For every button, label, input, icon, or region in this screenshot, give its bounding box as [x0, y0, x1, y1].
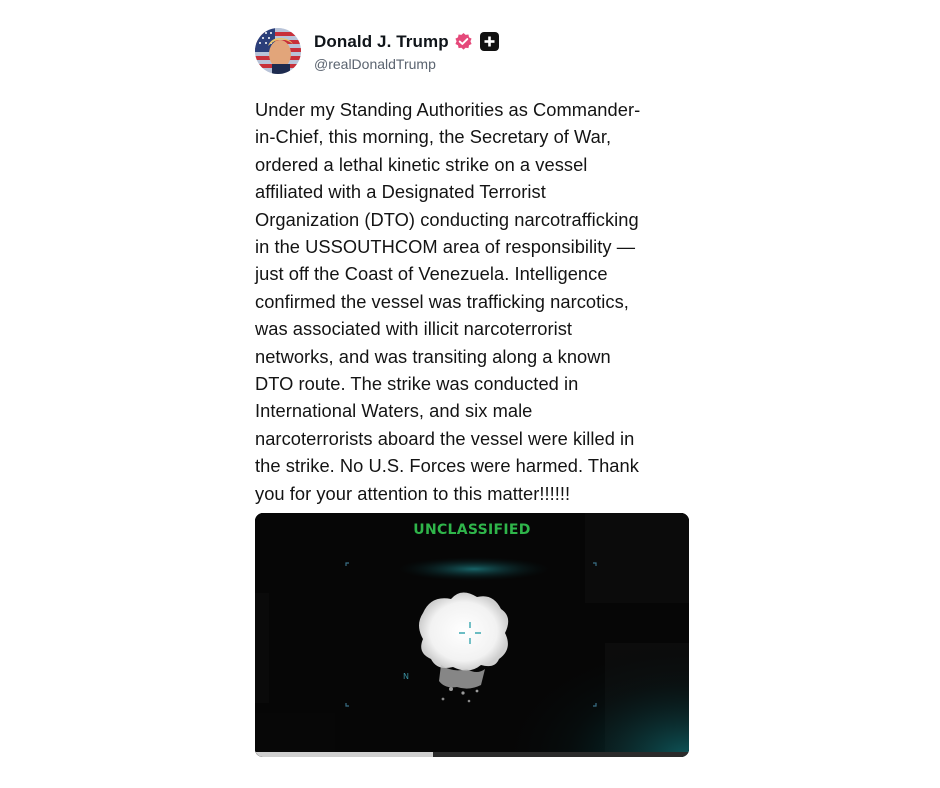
name-row [314, 31, 499, 53]
video-progress-bar[interactable] [255, 752, 689, 757]
display-name[interactable]: Donald J. Trump [314, 31, 449, 51]
plus-badge-icon [480, 32, 499, 51]
post-body-text: Under my Standing Authorities as Commander- in-Chief, this morning, the Secretary of War, ordered a lethal kinetic strike on a vessel affiliated with a Designated Terrorist Organization (DTO) conducting narcotrafficking in the USSOUTHCOM area of responsibility — just off the Coast of Venezuela. Intelligence confirmed the vessel was trafficking narcotics, was associated with illicit narcoterrorist networks, and was transiting along a known DTO route. The strike was conducted in International Waters, and six male narcoterrorists aboard the vessel were killed in the strike. No U.S. Forces were harmed. Thank you for your attention to this matter!!!!!! [255, 99, 641, 504]
verified-badge-icon [454, 32, 473, 51]
post-media-video[interactable] [255, 513, 689, 757]
avatar[interactable] [255, 28, 301, 74]
post-card [255, 28, 689, 507]
video-progress-fill [255, 752, 433, 757]
post-header [255, 28, 689, 74]
strike-footage [255, 513, 689, 757]
overlay-letter: N [403, 672, 409, 681]
user-handle[interactable]: @realDonaldTrump [314, 55, 436, 72]
classification-label: UNCLASSIFIED [413, 522, 531, 538]
author-names [314, 31, 499, 72]
avatar-image [255, 28, 301, 74]
